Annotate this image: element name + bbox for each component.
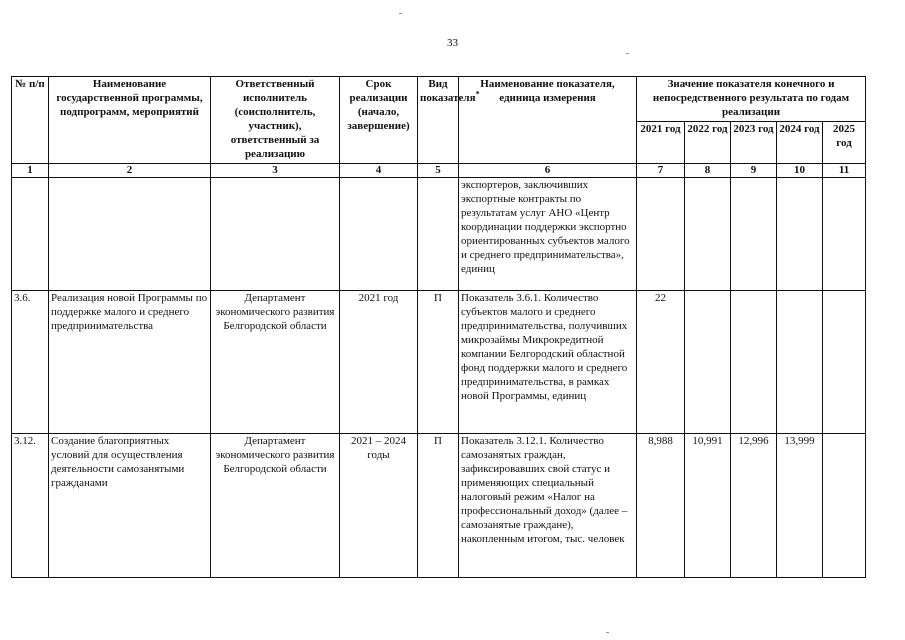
- row-num: [12, 177, 49, 290]
- row-value-2022: [685, 290, 731, 434]
- header-year-2021: 2021 год: [637, 121, 685, 163]
- row-type: П: [418, 434, 459, 578]
- row-value-2025: [823, 290, 866, 434]
- row-executor: Департамент экономического развития Белгородской области: [211, 434, 340, 578]
- row-value-2022: 10,991: [685, 434, 731, 578]
- column-number: 11: [823, 163, 866, 177]
- column-number: 8: [685, 163, 731, 177]
- column-number: 6: [459, 163, 637, 177]
- row-executor: [211, 177, 340, 290]
- header-year-2024: 2024 год: [777, 121, 823, 163]
- row-value-2022: [685, 177, 731, 290]
- row-executor: Департамент экономического развития Белгородской области: [211, 290, 340, 434]
- row-indicator: Показатель 3.6.1. Количество субъектов малого и среднего предпринимательства, получивших микрозаймы Микрокредитной компании Белгородский областной фонд поддержки малого и среднего предпринимательства, в рамках новой Программы, единиц: [459, 290, 637, 434]
- column-number: 2: [49, 163, 211, 177]
- scan-speck: [606, 632, 609, 633]
- header-executor: Ответственный исполнитель (соисполнитель, участник), ответственный за реализацию: [211, 77, 340, 164]
- row-value-2023: [731, 290, 777, 434]
- row-value-2024: [777, 177, 823, 290]
- row-value-2025: [823, 177, 866, 290]
- column-number: 3: [211, 163, 340, 177]
- header-num: № п/п: [12, 77, 49, 164]
- row-type: П: [418, 290, 459, 434]
- row-program-name: [49, 177, 211, 290]
- header-year-2023: 2023 год: [731, 121, 777, 163]
- row-value-2021: [637, 177, 685, 290]
- column-number: 10: [777, 163, 823, 177]
- header-year-2022: 2022 год: [685, 121, 731, 163]
- column-number: 4: [340, 163, 418, 177]
- row-value-2025: [823, 434, 866, 578]
- header-values-group: Значение показателя конечного и непосредственного результата по годам реализации: [637, 77, 866, 122]
- column-number-row: [12, 163, 866, 177]
- header-type-footnote-mark: *: [475, 89, 480, 99]
- header-type-label: Вид показателя: [420, 78, 476, 104]
- row-period: 2021 год: [340, 290, 418, 434]
- table-row: [12, 434, 866, 578]
- column-number: 7: [637, 163, 685, 177]
- indicators-table: [11, 76, 866, 578]
- row-program-name: Создание благоприятных условий для осуществления деятельности самозанятыми гражданами: [49, 434, 211, 578]
- row-value-2021: 22: [637, 290, 685, 434]
- row-value-2024: [777, 290, 823, 434]
- row-num: 3.6.: [12, 290, 49, 434]
- scan-speck: [626, 53, 629, 54]
- row-indicator: Показатель 3.12.1. Количество самозанятых граждан, зафиксировавших свой статус и применяющих специальный налоговый режим «Налог на профессиональный доход» (далее – самозанятые граждане), накопленным итогом, тыс. человек: [459, 434, 637, 578]
- column-number: 1: [12, 163, 49, 177]
- row-indicator: экспортеров, заключивших экспортные контракты по результатам услуг АНО «Центр координации поддержки экспортно ориентированных субъектов малого и среднего предпринимательства», единиц: [459, 177, 637, 290]
- row-type: [418, 177, 459, 290]
- row-period: [340, 177, 418, 290]
- row-program-name: Реализация новой Программы по поддержке малого и среднего предпринимательства: [49, 290, 211, 434]
- header-type: [418, 77, 480, 164]
- header-program: Наименование государственной программы, подпрограмм, мероприятий: [49, 77, 211, 164]
- row-value-2021: 8,988: [637, 434, 685, 578]
- row-num: 3.12.: [12, 434, 49, 578]
- table-row: [12, 290, 866, 434]
- row-period: 2021 – 2024 годы: [340, 434, 418, 578]
- row-value-2023: 12,996: [731, 434, 777, 578]
- header-indicator: Наименование показателя, единица измерения: [459, 77, 637, 164]
- column-number: 5: [418, 163, 459, 177]
- row-value-2024: 13,999: [777, 434, 823, 578]
- table-row: [12, 177, 866, 290]
- column-number: 9: [731, 163, 777, 177]
- scan-speck: [399, 13, 402, 14]
- page-number: 33: [447, 37, 458, 49]
- header-period: Срок реализации (начало, завершение): [340, 77, 418, 164]
- row-value-2023: [731, 177, 777, 290]
- header-year-2025: 2025 год: [823, 121, 866, 163]
